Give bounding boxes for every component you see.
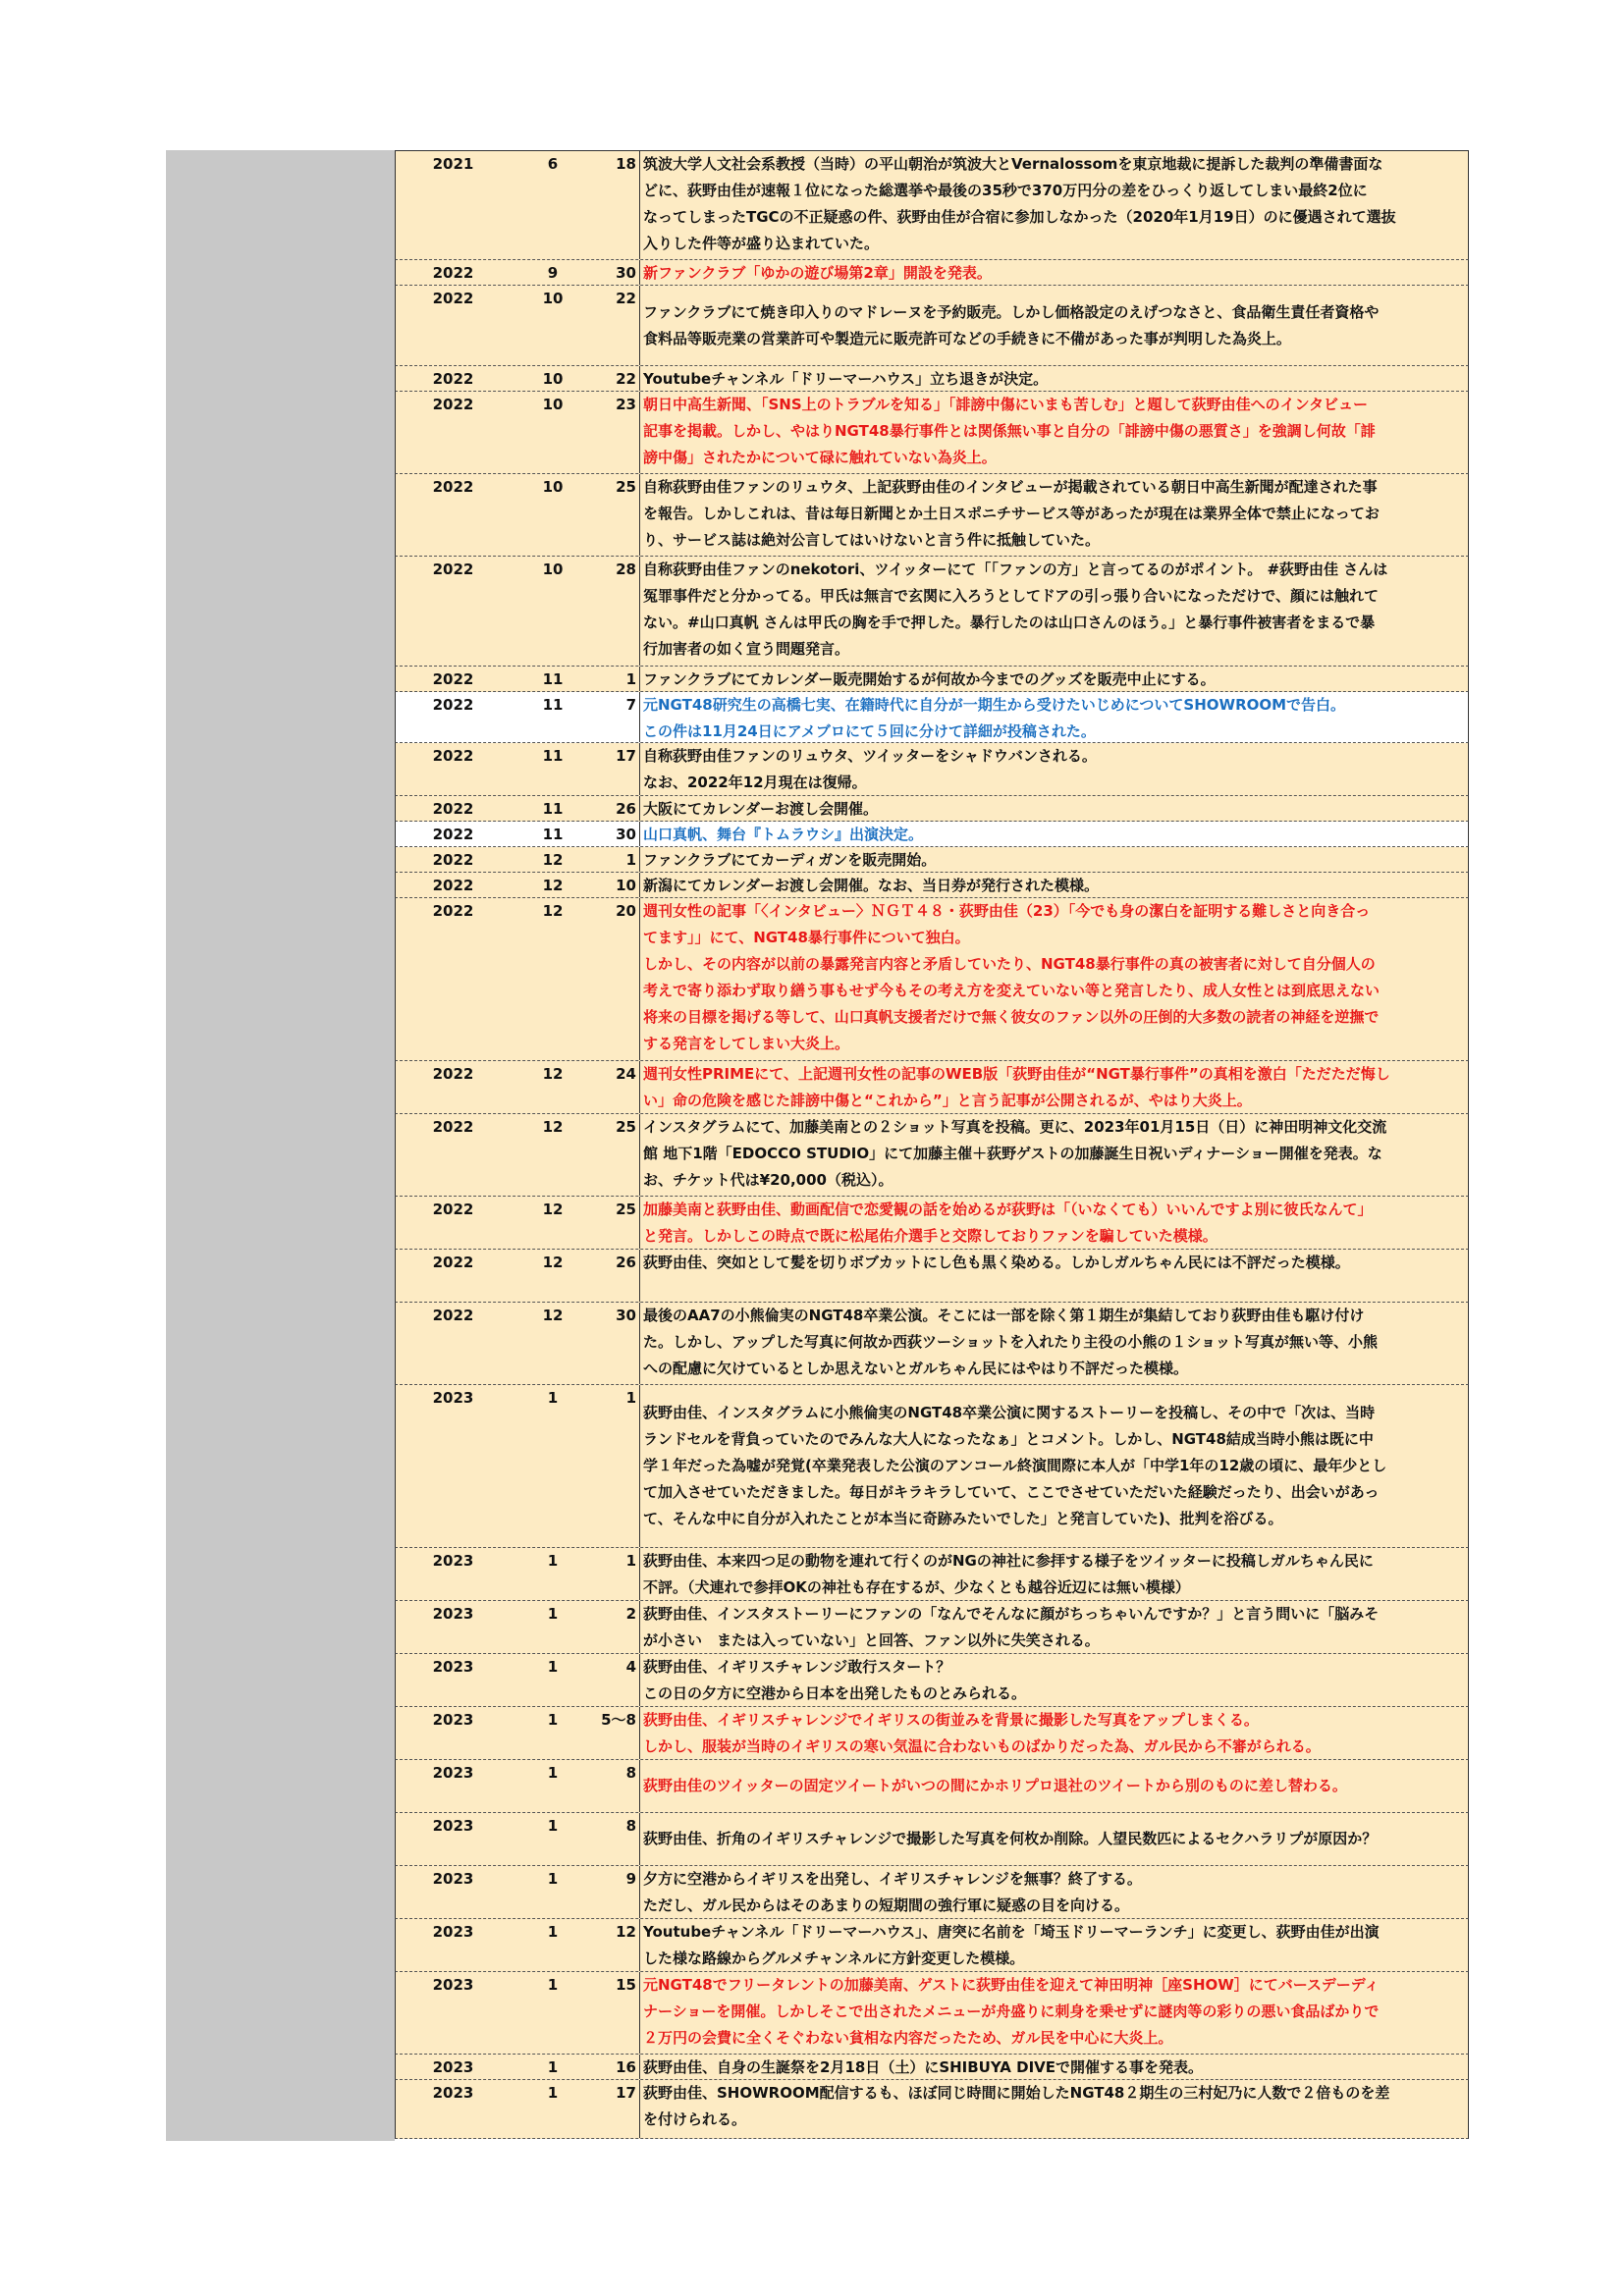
event-text-line: 大阪にてカレンダーお渡し会開催。 bbox=[643, 800, 879, 818]
year-cell: 2023 bbox=[432, 2084, 474, 2102]
event-text-line: 荻野由佳、インスタストーリーにファンの「なんでそんなに顔がちっちゃいんですか？」と言う問いに「脳みそ bbox=[643, 1605, 1380, 1623]
event-text-cell bbox=[640, 822, 1468, 846]
event-text-cell bbox=[640, 1385, 1468, 1547]
table-row bbox=[395, 366, 1469, 392]
month-cell: 1 bbox=[547, 2058, 559, 2076]
event-text-line: 考えで寄り添わず取り繕う事もせず今もその考え方を変えていない等と発言したり、成人女性とは到底思えない bbox=[643, 982, 1380, 999]
event-text-line: この日の夕方に空港から日本を出発したものとみられる。 bbox=[643, 1684, 1027, 1702]
month-cell: 1 bbox=[547, 1552, 559, 1570]
event-text-line: ない。#山口真帆 さんは甲氏の胸を手で押した。暴行したのは山口さんのほう。」と暴行事件被害者をまるで暴 bbox=[643, 614, 1376, 631]
table-row bbox=[395, 1061, 1469, 1114]
year-cell: 2023 bbox=[432, 1605, 474, 1623]
month-cell: 1 bbox=[547, 1711, 559, 1729]
year-cell: 2023 bbox=[432, 1658, 474, 1676]
month-cell: 12 bbox=[542, 1118, 564, 1136]
day-cell: 28 bbox=[595, 557, 640, 666]
event-text-line: 元NGT48でフリータレントの加藤美南、ゲストに荻野由佳を迎えて神田明神［座SHOW］にてバースデーディ bbox=[643, 1976, 1380, 1994]
day-cell: 26 bbox=[595, 796, 640, 821]
table-row bbox=[395, 847, 1469, 873]
month-cell: 11 bbox=[542, 670, 564, 688]
month-cell: 12 bbox=[542, 1254, 564, 1271]
event-text-cell bbox=[640, 667, 1468, 691]
event-text-line: する発言をしてしまい大炎上。 bbox=[643, 1035, 850, 1052]
table-row bbox=[395, 1813, 1469, 1866]
event-text-line: 謗中傷」されたかについて碌に触れていない為炎上。 bbox=[643, 449, 997, 466]
event-text-line: て加入させていただきました。毎日がキラキラしていて、ここでさせていただいた経験だったり、出会いがあっ bbox=[643, 1483, 1380, 1501]
day-cell: 7 bbox=[595, 692, 640, 742]
table-row bbox=[395, 1303, 1469, 1385]
event-text-line: 荻野由佳、イギリスチャレンジでイギリスの街並みを背景に撮影した写真をアップしまくる。 bbox=[643, 1711, 1259, 1729]
month-cell: 1 bbox=[547, 1817, 559, 1835]
table-row bbox=[395, 392, 1469, 474]
month-cell: 12 bbox=[542, 1307, 564, 1324]
event-text-line: 荻野由佳のツイッターの固定ツイートがいつの間にかホリプロ退社のツイートから別のものに差し替わる。 bbox=[643, 1777, 1347, 1794]
event-text-line: Youtubeチャンネル「ドリーマーハウス」立ち退きが決定。 bbox=[643, 370, 1049, 388]
event-text-line: 荻野由佳、突如として髪を切りボブカットにし色も黒く染める。しかしガルちゃん民には不評だった模様。 bbox=[643, 1254, 1350, 1271]
event-text-line: 自称荻野由佳ファンのnekotori、ツイッターにて「「ファンの方」と言ってるのがポイント。 #荻野由佳 さんは bbox=[643, 561, 1388, 578]
table-row bbox=[395, 1654, 1469, 1707]
event-text-line: 館 地下1階「EDOCCO STUDIO」にて加藤主催＋荻野ゲストの加藤誕生日祝いディナーショー開催を発表。な bbox=[643, 1145, 1382, 1162]
day-cell: 30 bbox=[595, 1303, 640, 1384]
event-text-cell bbox=[640, 366, 1468, 391]
month-cell: 1 bbox=[547, 1605, 559, 1623]
event-text-cell bbox=[640, 1061, 1468, 1113]
event-text-line: Youtubeチャンネル「ドリーマーハウス」、唐突に名前を「埼玉ドリーマーランチ」に変更し、荻野由佳が出演 bbox=[643, 1923, 1380, 1941]
event-text-line: なってしまったTGCの不正疑惑の件、荻野由佳が合宿に参加しなかった（2020年1月19日）のに優遇されて選抜 bbox=[643, 208, 1396, 226]
year-cell: 2022 bbox=[432, 670, 474, 688]
event-text-line: て、そんな中に自分が入れたことが本当に奇跡みたいでした」と発言していた)、批判を浴びる。 bbox=[643, 1510, 1283, 1527]
event-text-line: 朝日中高生新聞、「SNS上のトラブルを知る」「誹謗中傷にいまも苦しむ」と題して荻野由佳へのインタビュー bbox=[643, 396, 1368, 413]
event-text-line: 自称荻野由佳ファンのリュウタ、上記荻野由佳のインタビューが掲載されている朝日中高生新聞が配達された事 bbox=[643, 478, 1378, 496]
event-text-line: 新潟にてカレンダーお渡し会開催。なお、当日券が発行された模様。 bbox=[643, 877, 1100, 894]
month-cell: 11 bbox=[542, 696, 564, 714]
day-cell: 30 bbox=[595, 822, 640, 846]
day-cell: 18 bbox=[595, 151, 640, 259]
day-cell: 2 bbox=[595, 1601, 640, 1653]
grey-column bbox=[166, 150, 395, 2141]
day-cell: 15 bbox=[595, 1972, 640, 2054]
month-cell: 1 bbox=[547, 1764, 559, 1782]
month-cell: 12 bbox=[542, 877, 564, 894]
table-row bbox=[395, 1114, 1469, 1197]
year-cell: 2022 bbox=[432, 396, 474, 413]
month-cell: 10 bbox=[542, 290, 564, 307]
event-text-line: 自称荻野由佳ファンのリュウタ、ツイッターをシャドウバンされる。 bbox=[643, 747, 1097, 765]
event-text-line: この件は11月24日にアメブロにて５回に分けて詳細が投稿された。 bbox=[643, 722, 1096, 740]
year-cell: 2022 bbox=[432, 696, 474, 714]
event-text-line: どに、荻野由佳が速報１位になった総選挙や最後の35秒で370万円分の差をひっくり返してしまい最終2位に bbox=[643, 182, 1368, 199]
day-cell: 20 bbox=[595, 898, 640, 1060]
event-text-cell bbox=[640, 1303, 1468, 1384]
event-text-cell bbox=[640, 692, 1468, 742]
event-text-line: 週刊女性の記事「〈インタビュー〉ＮＧＴ４８・荻野由佳（23）「今でも身の潔白を証明する難しさと向き合っ bbox=[643, 902, 1371, 920]
day-cell: 23 bbox=[595, 392, 640, 473]
month-cell: 1 bbox=[547, 1923, 559, 1941]
table-row bbox=[395, 1707, 1469, 1760]
table-row bbox=[395, 1548, 1469, 1601]
table-row bbox=[395, 1250, 1469, 1303]
event-text-line: ただし、ガル民からはそのあまりの短期間の強行軍に疑惑の目を向ける。 bbox=[643, 1896, 1130, 1914]
event-text-cell bbox=[640, 474, 1468, 556]
event-text-line: 記事を掲載。しかし、やはりNGT48暴行事件とは関係無い事と自分の「誹謗中傷の悪質さ」を強調し何故「誹 bbox=[643, 422, 1376, 440]
year-cell: 2023 bbox=[432, 1389, 474, 1407]
event-text-line: い」命の危険を感じた誹謗中傷と“これから”」と言う記事が公開されるが、やはり大炎上。 bbox=[643, 1092, 1252, 1109]
event-text-line: り、サービス誌は絶対公言してはいけないと言う件に抵触していた。 bbox=[643, 531, 1101, 549]
year-cell: 2022 bbox=[432, 290, 474, 307]
day-cell: 25 bbox=[595, 474, 640, 556]
event-text-line: 荻野由佳、自身の生誕祭を2月18日（土）にSHIBUYA DIVEで開催する事を発表。 bbox=[643, 2058, 1204, 2076]
event-text-cell bbox=[640, 847, 1468, 872]
event-text-cell bbox=[640, 557, 1468, 666]
month-cell: 1 bbox=[547, 1976, 559, 1994]
table-row bbox=[395, 1866, 1469, 1919]
day-cell: 24 bbox=[595, 1061, 640, 1113]
event-text-line: 元NGT48研究生の高橋七実、在籍時代に自分が一期生から受けたいじめについてSHOWROOMで告白。 bbox=[643, 696, 1346, 714]
event-text-cell bbox=[640, 392, 1468, 473]
month-cell: 1 bbox=[547, 1870, 559, 1888]
table-row bbox=[395, 286, 1469, 366]
table-row bbox=[395, 474, 1469, 557]
year-cell: 2022 bbox=[432, 1307, 474, 1324]
table-row bbox=[395, 796, 1469, 822]
event-text-cell bbox=[640, 898, 1468, 1060]
event-text-line: ２万円の会費に全くそぐわない貧相な内容だったため、ガル民を中心に大炎上。 bbox=[643, 2029, 1173, 2047]
day-cell: 17 bbox=[595, 743, 640, 795]
month-cell: 11 bbox=[542, 826, 564, 843]
year-cell: 2023 bbox=[432, 1976, 474, 1994]
month-cell: 1 bbox=[547, 1658, 559, 1676]
event-text-cell bbox=[640, 151, 1468, 259]
event-text-cell bbox=[640, 1114, 1468, 1196]
year-cell: 2022 bbox=[432, 1118, 474, 1136]
month-cell: 6 bbox=[547, 155, 559, 173]
table-row bbox=[395, 1385, 1469, 1548]
table-row bbox=[395, 1601, 1469, 1654]
event-text-line: ナーショーを開催。しかしそこで出されたメニューが舟盛りに刺身を乗せずに謎肉等の彩りの悪い食品ばかりで bbox=[643, 2002, 1380, 2020]
event-text-line: への配慮に欠けているとしか思えないとガルちゃん民にはやはり不評だった模様。 bbox=[643, 1360, 1189, 1377]
day-cell: 16 bbox=[595, 2055, 640, 2079]
event-text-line: を報告。しかしこれは、昔は毎日新聞とか土日スポニチサービス等があったが現在は業界全体で禁止になってお bbox=[643, 505, 1380, 522]
table-row bbox=[395, 1972, 1469, 2055]
event-text-line: ファンクラブにてカレンダー販売開始するが何故か今までのグッズを販売中止にする。 bbox=[643, 670, 1216, 688]
day-cell: 1 bbox=[595, 667, 640, 691]
event-text-cell bbox=[640, 1197, 1468, 1249]
event-text-cell bbox=[640, 1548, 1468, 1600]
day-cell: 8 bbox=[595, 1813, 640, 1865]
event-text-line: が小さい または入っていない」と回答、ファン以外に失笑される。 bbox=[643, 1631, 1100, 1649]
table-row bbox=[395, 1760, 1469, 1813]
table-row bbox=[395, 667, 1469, 692]
table-row bbox=[395, 260, 1469, 286]
year-cell: 2022 bbox=[432, 370, 474, 388]
table-row bbox=[395, 822, 1469, 847]
event-text-line: 行加害者の如く宣う問題発言。 bbox=[643, 640, 850, 658]
year-cell: 2022 bbox=[432, 747, 474, 765]
year-cell: 2023 bbox=[432, 1870, 474, 1888]
event-text-line: しかし、その内容が以前の暴露発言内容と矛盾していたり、NGT48暴行事件の真の被害者に対して自分個人の bbox=[643, 955, 1376, 973]
day-cell: 8 bbox=[595, 1760, 640, 1812]
year-cell: 2022 bbox=[432, 851, 474, 869]
year-cell: 2022 bbox=[432, 561, 474, 578]
year-cell: 2022 bbox=[432, 1254, 474, 1271]
event-text-line: インスタグラムにて、加藤美南との２ショット写真を投稿。更に、2023年01月15日（日）に神田明神文化交流 bbox=[643, 1118, 1387, 1136]
event-text-line: ファンクラブにて焼き印入りのマドレーヌを予約販売。しかし価格設定のえげつなさと、食品衛生責任者資格や bbox=[643, 302, 1380, 321]
event-text-line: ファンクラブにてカーディガンを販売開始。 bbox=[643, 851, 937, 869]
day-cell: 1 bbox=[595, 1385, 640, 1547]
event-text-line: を付けられる。 bbox=[643, 2110, 747, 2128]
event-text-line: てます」」にて、NGT48暴行事件について独白。 bbox=[643, 929, 970, 946]
year-cell: 2022 bbox=[432, 1065, 474, 1083]
month-cell: 12 bbox=[542, 1201, 564, 1218]
event-text-line: ランドセルを背負っていたのでみんな大人になったなぁ」とコメント。しかし、NGT48結成当時小熊は既に中 bbox=[643, 1430, 1374, 1448]
day-cell: 22 bbox=[595, 366, 640, 391]
event-text-cell bbox=[640, 2080, 1468, 2138]
event-text-line: と発言。しかしこの時点で既に松尾佑介選手と交際しておりファンを騙していた模様。 bbox=[643, 1227, 1218, 1245]
table-row bbox=[395, 692, 1469, 743]
event-text-cell bbox=[640, 1919, 1468, 1971]
event-text-line: 荻野由佳、折角のイギリスチャレンジで撮影した写真を何枚か削除。人望民数匹によるセクハラリプが原因か？ bbox=[643, 1830, 1378, 1847]
year-cell: 2022 bbox=[432, 902, 474, 920]
event-text-line: 荻野由佳、インスタグラムに小熊倫実のNGT48卒業公演に関するストーリーを投稿し、その中で「次は、当時 bbox=[643, 1404, 1376, 1421]
day-cell: 25 bbox=[595, 1197, 640, 1249]
event-text-cell bbox=[640, 1654, 1468, 1706]
day-cell: 26 bbox=[595, 1250, 640, 1302]
event-text-line: 山口真帆、舞台『トムラウシ』出演決定。 bbox=[643, 826, 924, 843]
event-text-line: お、チケット代は¥20,000（税込）。 bbox=[643, 1171, 893, 1189]
year-cell: 2023 bbox=[432, 1552, 474, 1570]
event-text-line: 荻野由佳、イギリスチャレンジ敢行スタート？ bbox=[643, 1658, 951, 1676]
table-row bbox=[395, 873, 1469, 898]
table-row bbox=[395, 898, 1469, 1061]
table-row bbox=[395, 2080, 1469, 2139]
table-row bbox=[395, 557, 1469, 667]
year-cell: 2022 bbox=[432, 1201, 474, 1218]
event-text-line: 入りした件等が盛り込まれていた。 bbox=[643, 235, 880, 252]
event-text-line: 夕方に空港からイギリスを出発し、イギリスチャレンジを無事？終了する。 bbox=[643, 1870, 1142, 1888]
year-cell: 2023 bbox=[432, 1817, 474, 1835]
table-row bbox=[395, 743, 1469, 796]
event-text-cell bbox=[640, 1250, 1468, 1302]
event-text-line: た。しかし、アップした写真に何故か西荻ツーショットを入れたり主役の小熊の１ショット写真が無い等、小熊 bbox=[643, 1333, 1379, 1351]
month-cell: 9 bbox=[547, 264, 559, 282]
event-text-cell bbox=[640, 1866, 1468, 1918]
day-cell: 1 bbox=[595, 847, 640, 872]
event-text-cell bbox=[640, 286, 1468, 365]
event-text-line: なお、2022年12月現在は復帰。 bbox=[643, 774, 867, 791]
month-cell: 1 bbox=[547, 2084, 559, 2102]
day-cell: 12 bbox=[595, 1919, 640, 1971]
event-text-cell bbox=[640, 1601, 1468, 1653]
event-text-cell bbox=[640, 1707, 1468, 1759]
day-cell: 25 bbox=[595, 1114, 640, 1196]
event-text-line: 将来の目標を掲げる等して、山口真帆支援者だけで無く彼女のファン以外の圧倒的大多数の読者の神経を逆撫で bbox=[643, 1008, 1380, 1026]
month-cell: 12 bbox=[542, 902, 564, 920]
event-text-line: 筑波大学人文社会系教授（当時）の平山朝治が筑波大とVernalossomを東京地裁に提訴した裁判の準備書面な bbox=[643, 155, 1383, 173]
event-text-cell bbox=[640, 796, 1468, 821]
month-cell: 11 bbox=[542, 800, 564, 818]
event-text-line: 最後のAA7の小熊倫実のNGT48卒業公演。そこには一部を除く第１期生が集結しており荻野由佳も駆け付け bbox=[643, 1307, 1365, 1324]
event-text-cell bbox=[640, 260, 1468, 285]
event-text-line: 冤罪事件だと分かってる。甲氏は無言で玄関に入ろうとしてドアの引っ張り合いになっただけで、顔には触れて bbox=[643, 587, 1379, 605]
day-cell: 10 bbox=[595, 873, 640, 897]
year-cell: 2022 bbox=[432, 826, 474, 843]
event-text-line: 食料品等販売業の営業許可や製造元に販売許可などの手続きに不備があった事が判明した為炎上。 bbox=[643, 329, 1291, 347]
event-text-cell bbox=[640, 2055, 1468, 2079]
event-text-line: 不評。（犬連れで参拝OKの神社も存在するが、少なくとも越谷近辺には無い模様） bbox=[643, 1578, 1190, 1596]
year-cell: 2023 bbox=[432, 2058, 474, 2076]
year-cell: 2023 bbox=[432, 1923, 474, 1941]
day-cell: 4 bbox=[595, 1654, 640, 1706]
year-cell: 2022 bbox=[432, 800, 474, 818]
event-text-line: 学１年だった為嘘が発覚(卒業発表した公演のアンコール終演間際に本人が「中学1年の12歳の頃に、最年少とし bbox=[643, 1457, 1387, 1474]
day-cell: 30 bbox=[595, 260, 640, 285]
year-cell: 2022 bbox=[432, 877, 474, 894]
month-cell: 1 bbox=[547, 1389, 559, 1407]
table-row bbox=[395, 2055, 1469, 2080]
event-text-cell bbox=[640, 1760, 1468, 1812]
month-cell: 10 bbox=[542, 396, 564, 413]
event-text-cell bbox=[640, 743, 1468, 795]
year-cell: 2022 bbox=[432, 264, 474, 282]
month-cell: 10 bbox=[542, 561, 564, 578]
event-text-cell bbox=[640, 1972, 1468, 2054]
table-row bbox=[395, 1197, 1469, 1250]
month-cell: 10 bbox=[542, 370, 564, 388]
day-cell: 5〜8 bbox=[595, 1707, 640, 1759]
event-text-line: 加藤美南と荻野由佳、動画配信で恋愛観の話を始めるが荻野は「（いなくても）いいんですよ別に彼氏なんて」 bbox=[643, 1201, 1373, 1218]
year-cell: 2023 bbox=[432, 1711, 474, 1729]
day-cell: 17 bbox=[595, 2080, 640, 2138]
table-row bbox=[395, 150, 1469, 260]
event-text-line: 荻野由佳、SHOWROOM配信するも、ほぼ同じ時間に開始したNGT48２期生の三村妃乃に人数で２倍ものを差 bbox=[643, 2084, 1390, 2102]
event-text-line: 荻野由佳、本来四つ足の動物を連れて行くのがNGの神社に参拝する様子をツイッターに投稿しガルちゃん民に bbox=[643, 1552, 1374, 1570]
year-cell: 2023 bbox=[432, 1764, 474, 1782]
event-text-line: しかし、服装が当時のイギリスの寒い気温に合わないものばかりだった為、ガル民から不審がられる。 bbox=[643, 1737, 1321, 1755]
month-cell: 12 bbox=[542, 851, 564, 869]
month-cell: 12 bbox=[542, 1065, 564, 1083]
event-text-cell bbox=[640, 1813, 1468, 1865]
day-cell: 1 bbox=[595, 1548, 640, 1600]
event-text-line: した様な路線からグルメチャンネルに方針変更した模様。 bbox=[643, 1949, 1025, 1967]
event-text-line: 新ファンクラブ「ゆかの遊び場第2章」開設を発表。 bbox=[643, 264, 992, 282]
month-cell: 11 bbox=[542, 747, 564, 765]
year-cell: 2021 bbox=[432, 155, 474, 173]
day-cell: 22 bbox=[595, 286, 640, 365]
year-cell: 2022 bbox=[432, 478, 474, 496]
table-row bbox=[395, 1919, 1469, 1972]
day-cell: 9 bbox=[595, 1866, 640, 1918]
month-cell: 10 bbox=[542, 478, 564, 496]
event-text-cell bbox=[640, 873, 1468, 897]
event-text-line: 週刊女性PRIMEにて、上記週刊女性の記事のWEB版「荻野由佳が“NGT暴行事件”の真相を激白「ただただ悔し bbox=[643, 1065, 1390, 1083]
